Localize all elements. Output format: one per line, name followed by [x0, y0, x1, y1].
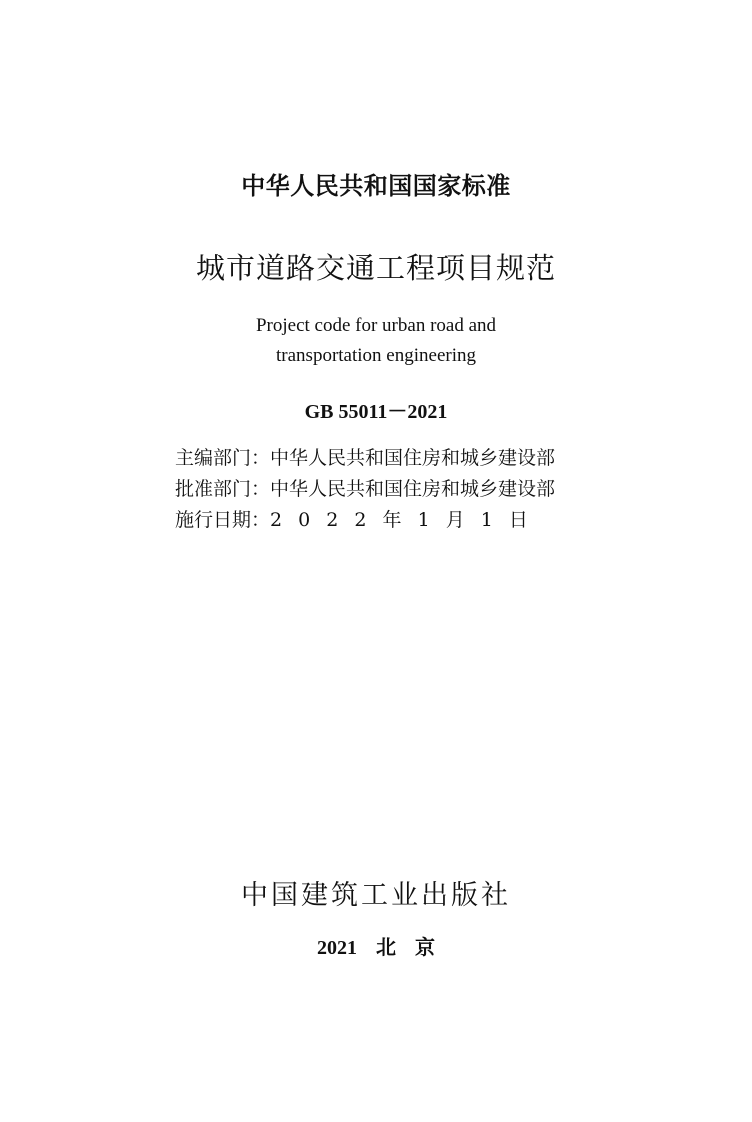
standard-number: GB 55011－2021	[304, 401, 448, 423]
publication-year-place: 2021 北 京	[317, 937, 435, 959]
title-en-line-1: Project code for urban road and	[255, 315, 497, 336]
metadata-block	[175, 443, 555, 536]
effective-date-label: 施行日期：	[175, 509, 271, 531]
effective-date-row	[175, 505, 555, 536]
title-en-line-2: transportation engineering	[276, 345, 476, 366]
approver-value: 中华人民共和国住房和城乡建设部	[270, 478, 556, 500]
publisher: 中国建筑工业出版社	[241, 880, 511, 911]
approver-row	[175, 474, 555, 505]
standard-category: 中华人民共和国国家标准	[241, 172, 511, 200]
editor-label: 主编部门：	[175, 447, 271, 469]
document-title-en	[0, 311, 752, 371]
effective-date-value: 2 0 2 2 年 1 月 1 日	[270, 509, 531, 531]
editor-value: 中华人民共和国住房和城乡建设部	[270, 447, 556, 469]
approver-label: 批准部门：	[175, 478, 271, 500]
editor-row	[175, 443, 555, 474]
document-title-cn: 城市道路交通工程项目规范	[195, 251, 556, 285]
